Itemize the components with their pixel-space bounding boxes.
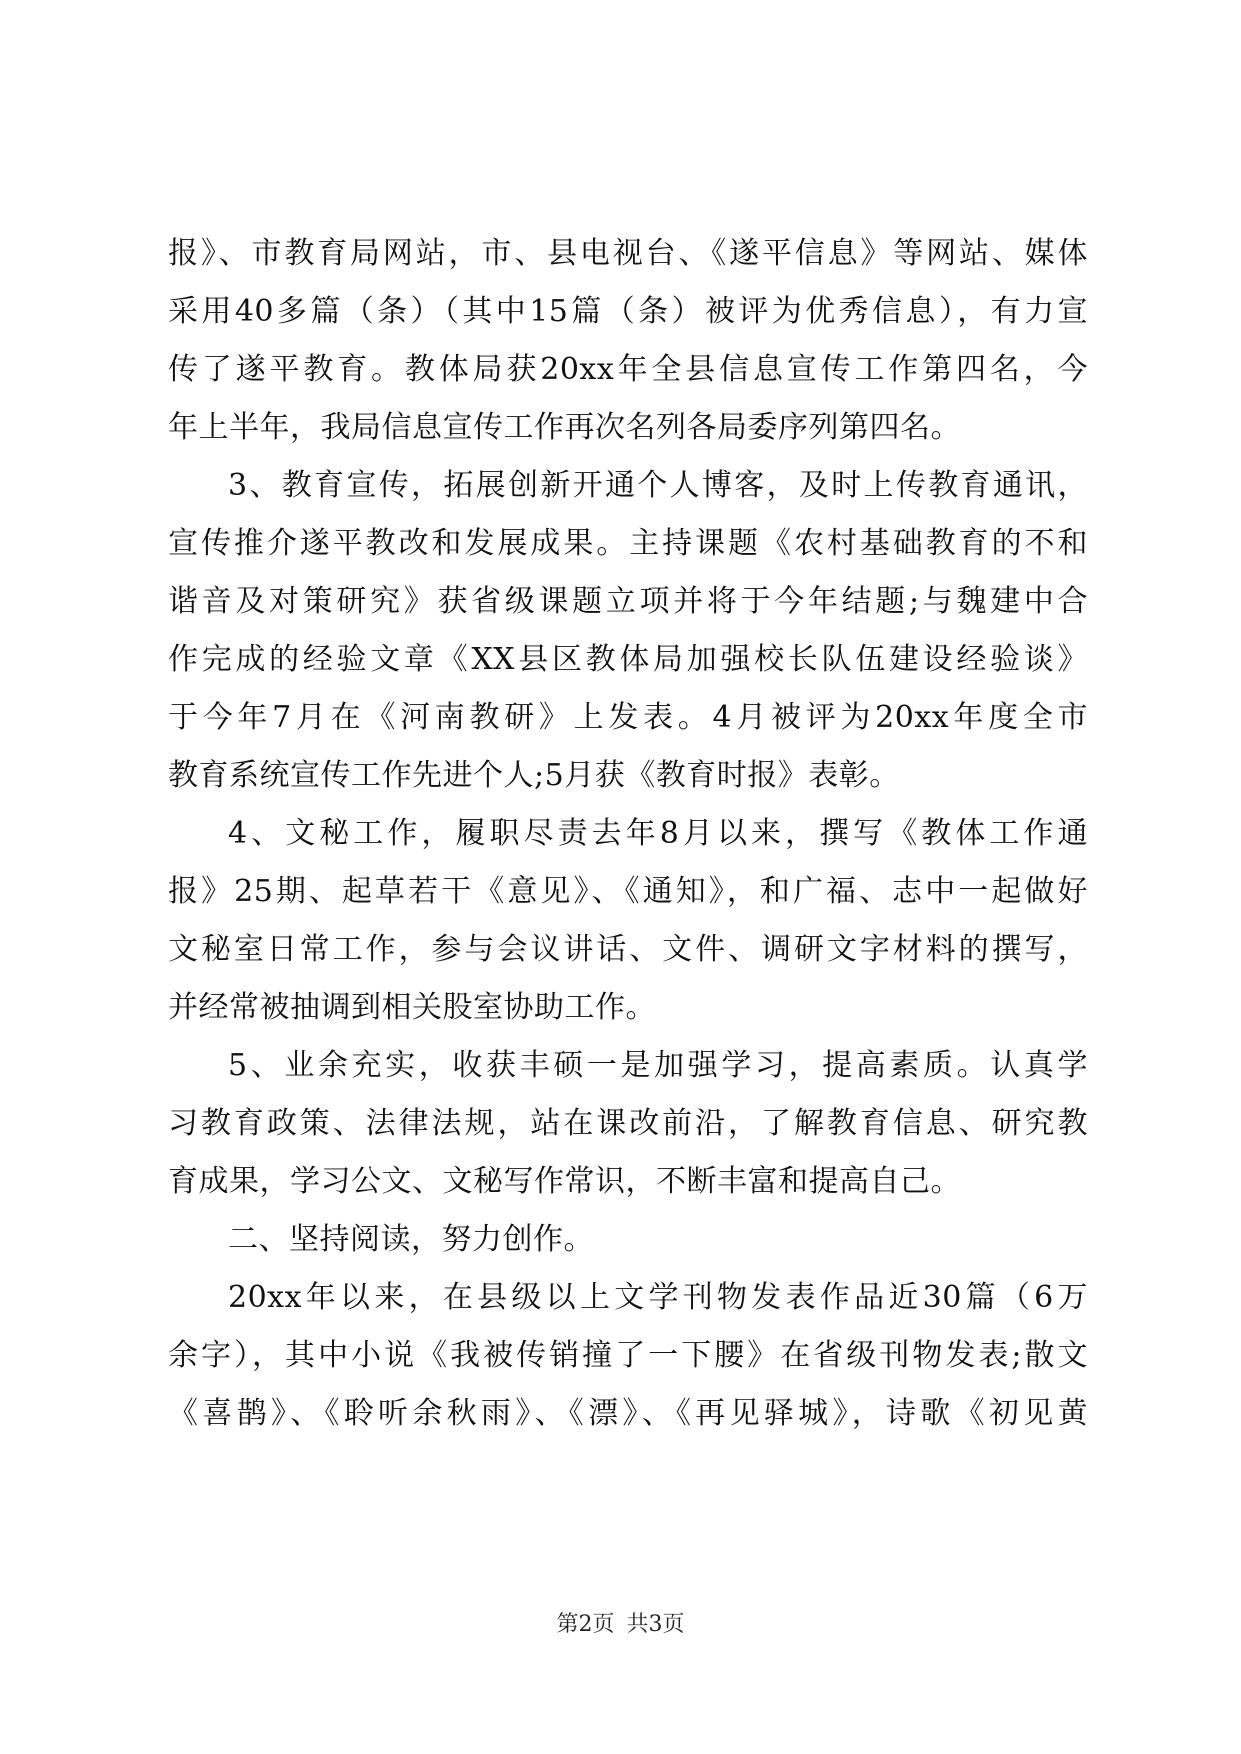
text-line: 文秘室日常工作，参与会议讲话、文件、调研文字材料的撰写，: [168, 932, 1088, 967]
text-line: 谐音及对策研究》获省级课题立项并将于今年结题;与魏建中合: [168, 584, 1088, 619]
text-line: 年上半年，我局信息宣传工作再次名列各局委序列第四名。: [168, 410, 961, 445]
text-line: 教育系统宣传工作先进个人;5月获《教育时报》表彰。: [168, 758, 900, 793]
page-footer: [0, 1610, 1241, 1640]
text-line: 报》、市教育局网站，市、县电视台、《遂平信息》等网站、媒体: [168, 236, 1088, 271]
text-line: 采用40多篇（条）（其中15篇（条）被评为优秀信息），有力宣: [168, 294, 1088, 329]
body-text: [168, 225, 1088, 1443]
text-line: 《喜鹊》、《聆听余秋雨》、《漂》、《再见驿城》，诗歌《初见黄: [168, 1396, 1088, 1431]
text-line: 并经常被抽调到相关股室协助工作。: [168, 990, 656, 1025]
text-line: 育成果，学习公文、文秘写作常识，不断丰富和提高自己。: [168, 1164, 961, 1199]
text-line: 习教育政策、法律法规，站在课改前沿，了解教育信息、研究教: [168, 1106, 1088, 1141]
text-line: 于今年7月在《河南教研》上发表。4月被评为20xx年度全市: [168, 700, 1088, 735]
page-number-total: 共3页: [626, 1612, 685, 1637]
text-line: 20xx年以来，在县级以上文学刊物发表作品近30篇（6万: [228, 1280, 1088, 1315]
page-number-current: 第2页: [556, 1612, 615, 1637]
text-line: 3、教育宣传，拓展创新开通个人博客，及时上传教育通讯，: [228, 468, 1088, 503]
text-line: 传了遂平教育。教体局获20xx年全县信息宣传工作第四名，今: [168, 352, 1088, 387]
text-line: 报》25期、起草若干《意见》、《通知》，和广福、志中一起做好: [168, 874, 1088, 909]
text-line: 宣传推介遂平教改和发展成果。主持课题《农村基础教育的不和: [168, 526, 1088, 561]
text-line: 5、业余充实，收获丰硕一是加强学习，提高素质。认真学: [228, 1048, 1088, 1083]
text-line: 4、文秘工作，履职尽责去年8月以来，撰写《教体工作通: [228, 816, 1088, 851]
text-line: 二、坚持阅读，努力创作。: [228, 1222, 594, 1257]
text-line: 作完成的经验文章《XX县区教体局加强校长队伍建设经验谈》: [168, 642, 1088, 677]
text-line: 余字），其中小说《我被传销撞了一下腰》在省级刊物发表;散文: [168, 1338, 1088, 1373]
